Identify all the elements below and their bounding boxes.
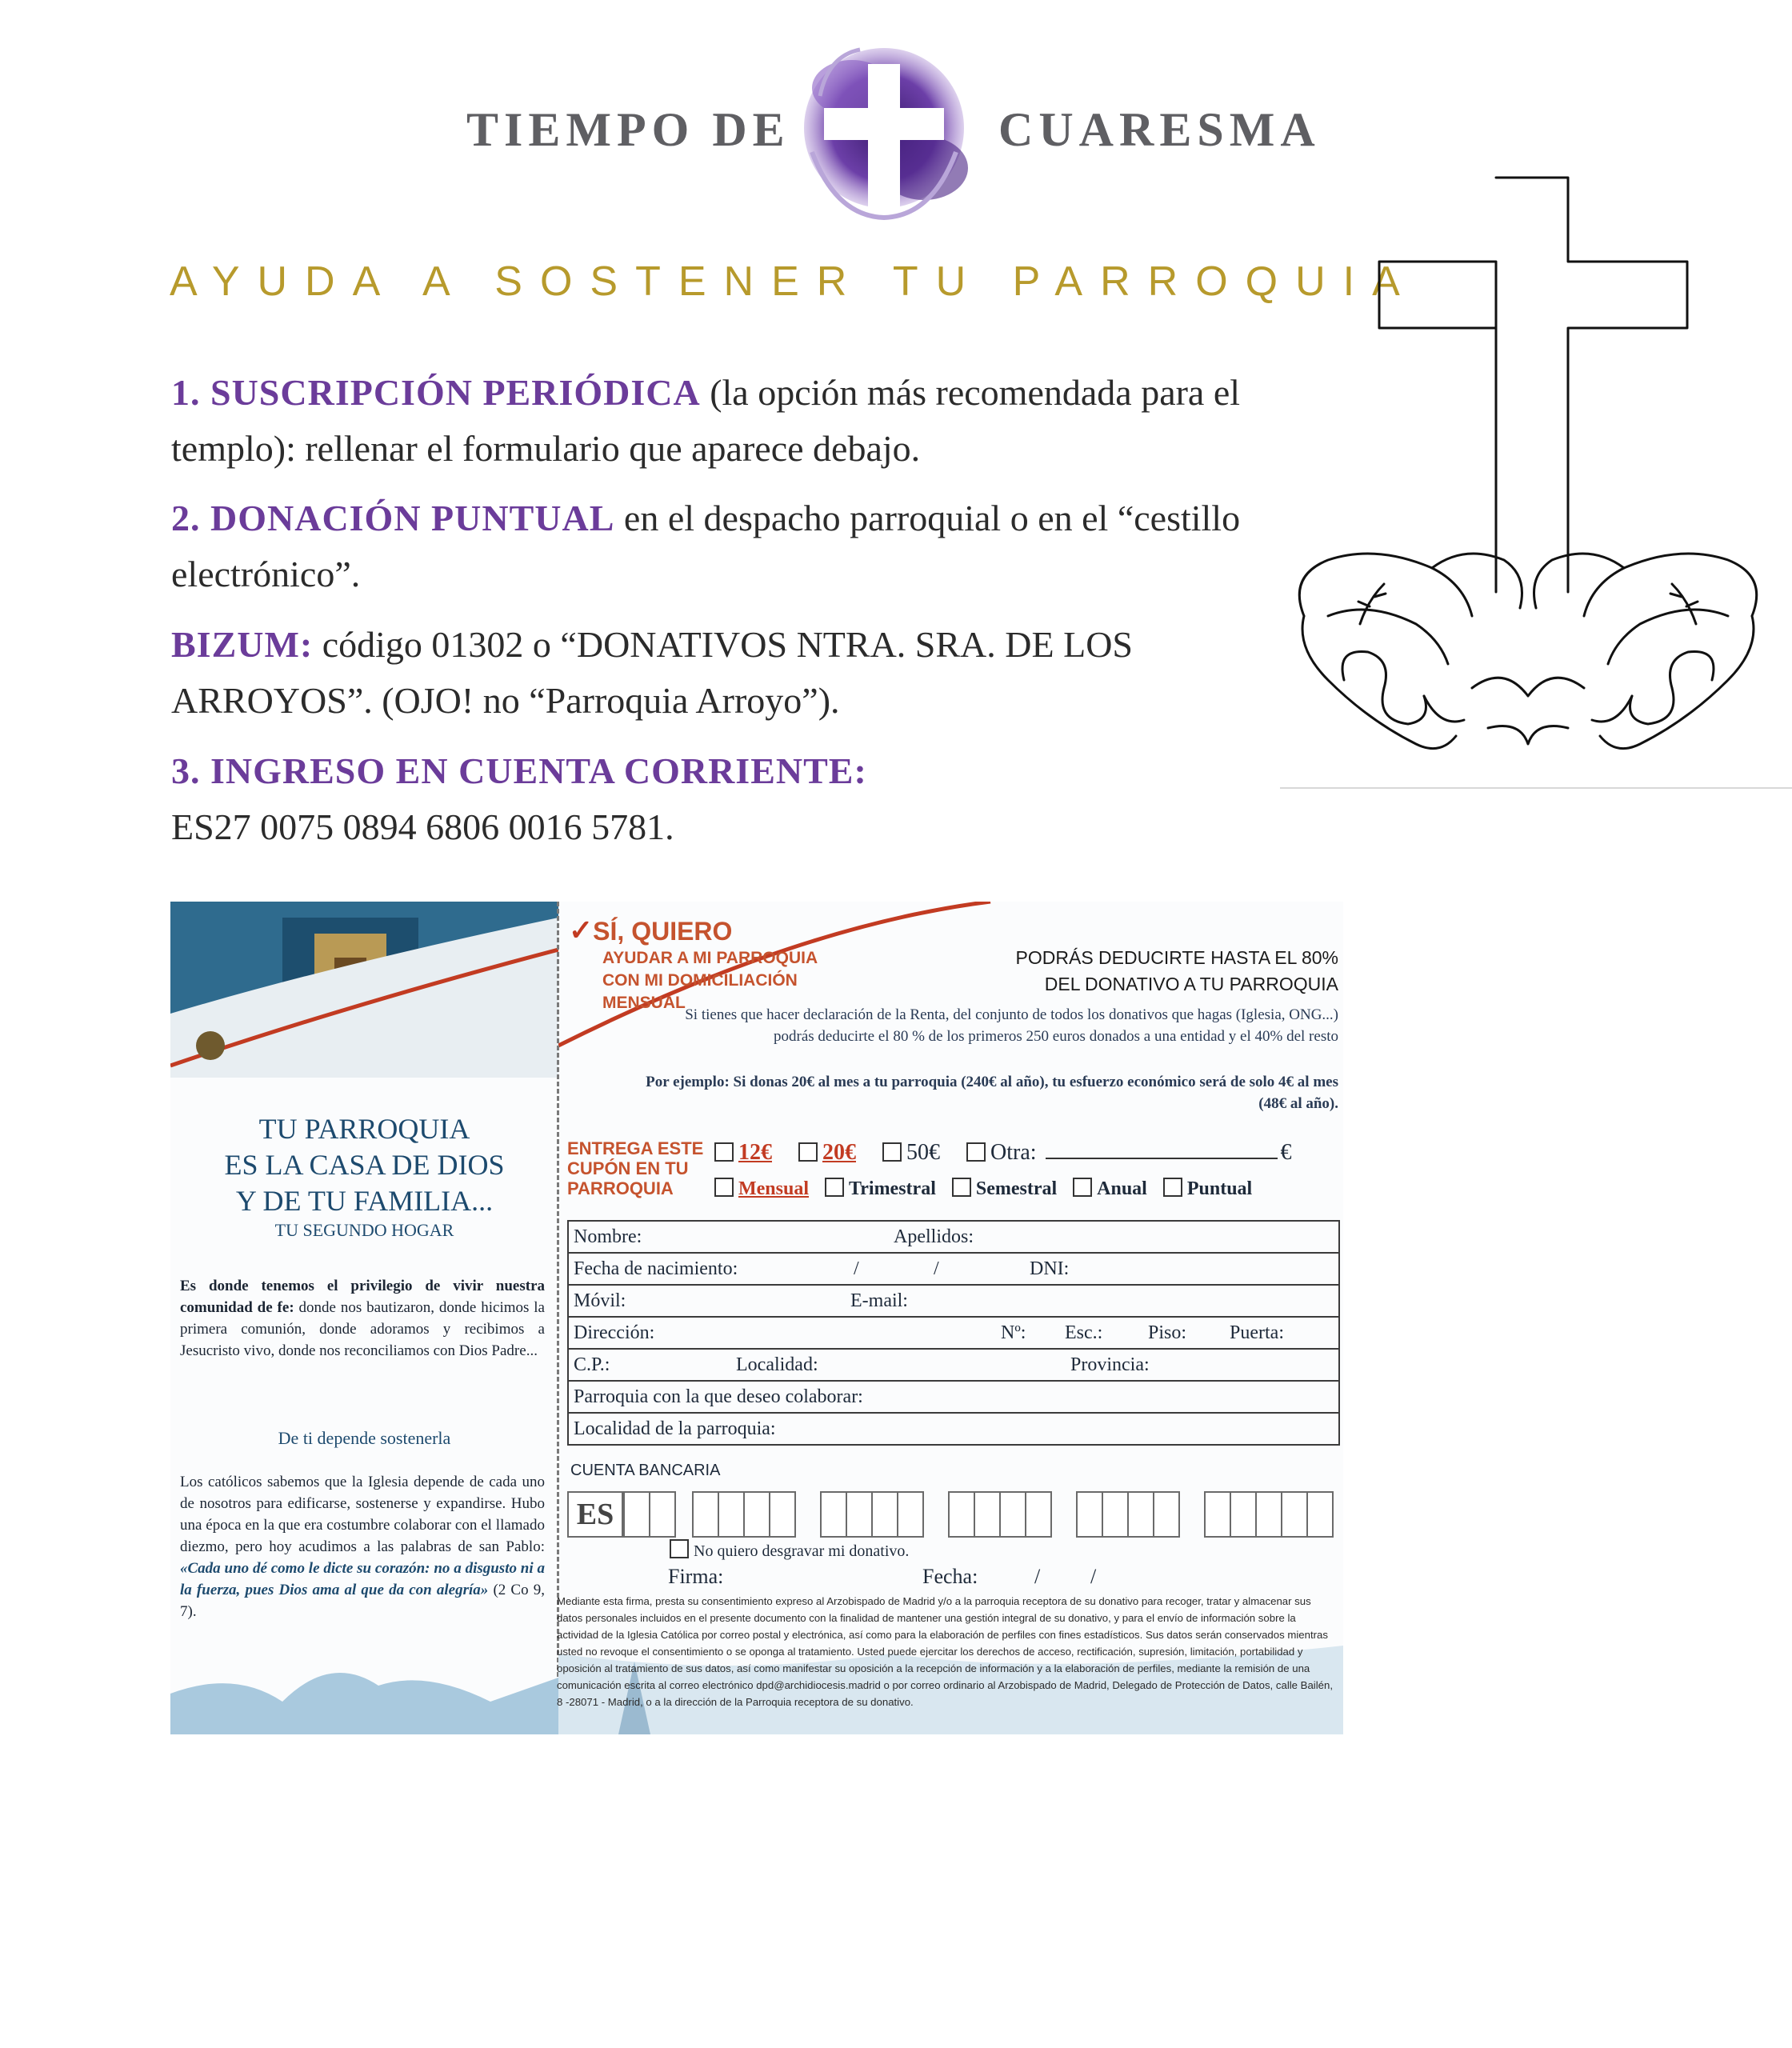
option-1-title: 1. SUSCRIPCIÓN PERIÓDICA <box>171 372 701 413</box>
si-quiero: ✓SÍ, QUIERO <box>569 914 733 946</box>
option-2-text: en el despacho parroquial o en el “cestillo electrónico”. <box>171 498 1241 594</box>
period-checkbox[interactable] <box>825 1178 844 1197</box>
period-label: Puntual <box>1186 1178 1253 1199</box>
heading-line: Y DE TU FAMILIA... <box>235 1185 494 1217</box>
period-checkbox[interactable] <box>714 1178 734 1197</box>
heading-line: ES LA CASA DE DIOS <box>224 1149 505 1181</box>
entrega-line: PARROQUIA <box>567 1178 674 1198</box>
amount-row <box>714 1140 1292 1166</box>
fecha-field[interactable]: Fecha: / / <box>922 1565 1097 1588</box>
para2-quote: «Cada uno dé como le dicte su corazón: no a disgusto ni a la fuerza, pues Dios ama al que da con alegría» <box>180 1560 545 1598</box>
personal-data-form <box>567 1220 1340 1446</box>
ejemplo-text: Por ejemplo: Si donas 20€ al mes a tu parroquia (240€ al año), tu esfuerzo económico será de solo 4€ al mes (48€ al año). <box>646 1074 1338 1112</box>
period-label: Anual <box>1097 1178 1147 1199</box>
amount-20-checkbox[interactable] <box>798 1142 818 1162</box>
ayudar-line: CON MI DOMICILIACIÓN <box>602 971 798 990</box>
form-row-fecha-dni[interactable]: Fecha de nacimiento: / / DNI: <box>568 1253 1339 1285</box>
coupon-left-para2 <box>180 1471 545 1622</box>
ayudar-line: MENSUAL <box>602 994 686 1012</box>
header-right-word: CUARESMA <box>998 103 1321 156</box>
amount-50-label: 50€ <box>906 1140 940 1165</box>
amount-12-label: 12€ <box>738 1140 772 1165</box>
cross-hands-illustration <box>1280 168 1792 792</box>
deducir-line: DEL DONATIVO A TU PARROQUIA <box>1044 974 1338 994</box>
lent-cross-logo <box>788 32 980 232</box>
si-quiero-label: SÍ, QUIERO <box>593 917 733 946</box>
cuenta-bancaria-label: CUENTA BANCARIA <box>570 1462 721 1479</box>
option-2-title: 2. DONACIÓN PUNTUAL <box>171 498 615 538</box>
period-checkbox[interactable] <box>1073 1178 1092 1197</box>
period-checkbox[interactable] <box>952 1178 971 1197</box>
no-desgravar-label: No quiero desgravar mi donativo. <box>694 1542 910 1560</box>
deducir-line: PODRÁS DEDUCIRTE HASTA EL 80% <box>1015 947 1338 968</box>
coupon-depende: De ti depende sostenerla <box>278 1428 451 1448</box>
firma-label: Firma: <box>668 1565 724 1588</box>
amount-other-label: Otra: <box>990 1140 1037 1165</box>
option-3 <box>171 743 1275 855</box>
bizum-text: código 01302 o “DONATIVOS NTRA. SRA. DE LOS ARROYOS”. (OJO! no “Parroquia Arroyo”). <box>171 624 1133 721</box>
iban-prefix-box: ES <box>567 1491 623 1538</box>
amount-20-label: 20€ <box>822 1140 856 1165</box>
form-row-localidad-parroquia[interactable]: Localidad de la parroquia: <box>568 1413 1339 1445</box>
entrega-line: CUPÓN EN TU <box>567 1158 689 1178</box>
form-row-direccion[interactable]: Dirección: Nº: Esc.: Piso: Puerta: <box>568 1317 1339 1349</box>
para2-text: Los católicos sabemos que la Iglesia depende de cada uno de nosotros para edificarse, sostenerse y expandirse. Hubo una época en la que era costumbre colaborar con el llamado diezmo, pero hoy acudimos a las palabras de san Pablo: <box>180 1474 545 1555</box>
entrega-text <box>567 1138 703 1198</box>
subtitle: AYUDA A SOSTENER TU PARROQUIA <box>170 258 1418 305</box>
amount-50-checkbox[interactable] <box>882 1142 902 1162</box>
form-row-parroquia[interactable]: Parroquia con la que deseo colaborar: <box>568 1381 1339 1413</box>
period-label: Trimestral <box>849 1178 936 1199</box>
entrega-line: ENTREGA ESTE <box>567 1138 704 1158</box>
bizum <box>171 617 1275 729</box>
option-1-text: (la opción más recomendada para el templo): rellenar el formulario que aparece debajo. <box>171 372 1241 469</box>
para1-bold: Es donde tenemos el privilegio de vivir nuestra comunidad de fe: <box>180 1278 545 1316</box>
no-desgravar-checkbox[interactable] <box>670 1539 689 1558</box>
ayudar-line: AYUDAR A MI PARROQUIA <box>602 949 818 967</box>
iban-number: ES27 0075 0894 6806 0016 5781. <box>171 806 674 847</box>
option-3-title: 3. INGRESO EN CUENTA CORRIENTE: <box>171 750 867 791</box>
form-row-nombre[interactable]: Nombre: Apellidos: <box>568 1221 1339 1253</box>
amount-other-checkbox[interactable] <box>966 1142 986 1162</box>
amount-other-field[interactable] <box>1046 1158 1278 1159</box>
deducir-text <box>922 945 1338 998</box>
legal-disclaimer: Mediante esta firma, presta su consentimiento expreso al Arzobispado de Madrid y/o a la parroquia receptora de su donativo para recoger, tratar y almacenar sus datos personales incluidos en el presente documento con la finalidad de mantener una gestión integral de su donativo, y para el envío de información sobre la actividad de la Iglesia Católica por correo postal y electrónica, así como para la elaboración de perfiles con fines estadísticos. Sus datos serán conservados mientras usted no revoque el consentimiento o se oponga al tratamiento. Usted puede ejercitar los derechos de acceso, rectificación, supresión, limitación, portabilidad y oposición al tratamiento de sus datos, así como manifestar su oposición a la recepción de información y a la elaboración de perfiles, mediante la remisión de una comunicación escrita al correo electrónico dpd@archidiocesis.madrid o por correo ordinario al Arzobispado de Madrid, Delegado de Protección de Datos, calle Bailén, 8 -28071 - Madrid, o a la dirección de la Parroquia receptora de su donativo. <box>557 1595 1333 1708</box>
renta-text: Si tienes que hacer declaración de la Renta, del conjunto de todos los donativos que hagas (Iglesia, ONG...) podrás deducirte el 80 % de los primeros 250 euros donados a una entidad y el 40% del resto <box>685 1006 1338 1045</box>
coupon-left-para1 <box>180 1275 545 1362</box>
period-row <box>714 1178 1252 1200</box>
para2-cite: (2 Co 9, 7). <box>180 1582 545 1620</box>
heading-subline: TU SEGUNDO HOGAR <box>274 1220 454 1240</box>
para1-rest: donde nos bautizaron, donde hicimos la primera comunión, donde adoramos y recibimos a Jesucristo vivo, donde nos reconciliamos con Dios Padre... <box>180 1299 545 1359</box>
period-checkbox[interactable] <box>1163 1178 1182 1197</box>
form-row-cp-localidad[interactable]: C.P.: Localidad: Provincia: <box>568 1349 1339 1381</box>
no-desgravar <box>670 1539 909 1561</box>
coupon-left-heading <box>170 1111 558 1242</box>
option-1 <box>171 365 1275 477</box>
period-label: Mensual <box>738 1178 810 1199</box>
form-row-movil-email[interactable]: Móvil: E-mail: <box>568 1285 1339 1317</box>
euro-sign: € <box>1280 1140 1292 1165</box>
amount-12-checkbox[interactable] <box>714 1142 734 1162</box>
option-2 <box>171 490 1275 602</box>
donation-coupon <box>170 902 1343 1734</box>
church-photo-banner <box>170 902 558 1078</box>
bizum-title: BIZUM: <box>171 624 314 665</box>
heading-line: TU PARROQUIA <box>258 1113 470 1145</box>
period-label: Semestral <box>975 1178 1058 1199</box>
header-left-word: TIEMPO DE <box>466 103 790 156</box>
